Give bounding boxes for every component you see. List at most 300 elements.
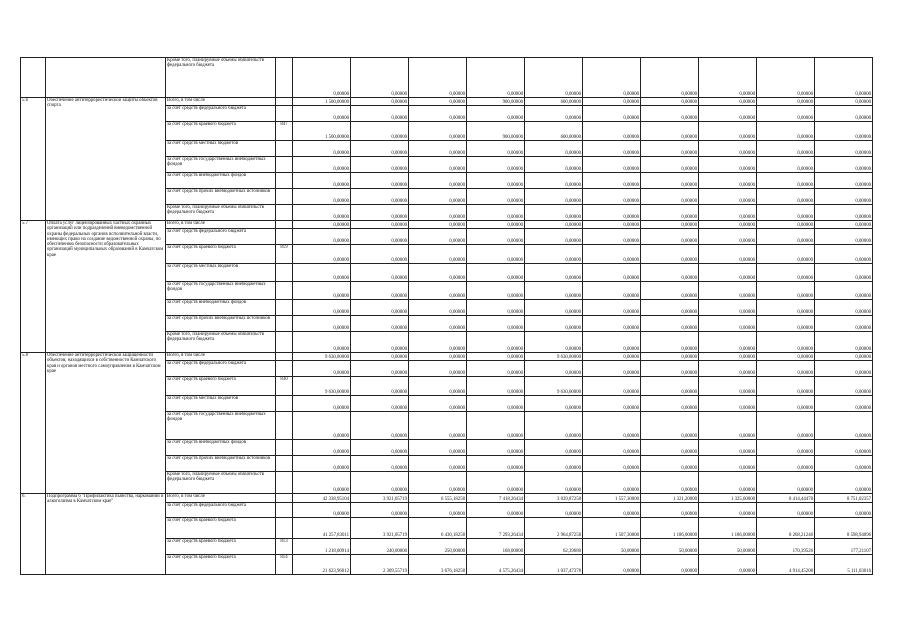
- budget-code: 819: [276, 245, 293, 264]
- amount-cell: 0,00000: [351, 503, 409, 518]
- amount-cell: 0,00000: [583, 300, 641, 316]
- amount-cell: 0,00000: [467, 282, 525, 300]
- amount-cell: 0,00000: [583, 353, 641, 361]
- amount-cell: 1 186,00000: [641, 518, 699, 539]
- budget-code: [276, 173, 293, 189]
- amount-cell: 0,00000: [293, 440, 351, 456]
- amount-cell: 0,00000: [351, 245, 409, 264]
- amount-cell: 0,00000: [815, 106, 873, 122]
- amount-cell: 900,00000: [467, 98, 525, 106]
- budget-code: 830: [276, 377, 293, 396]
- amount-cell: 0,00000: [583, 412, 641, 440]
- amount-cell: 0,00000: [467, 106, 525, 122]
- amount-cell: 0,00000: [699, 98, 757, 106]
- amount-cell: 0,00000: [409, 377, 467, 396]
- amount-cell: 0,00000: [467, 300, 525, 316]
- amount-cell: 0,00000: [699, 173, 757, 189]
- amount-cell: 0,00000: [351, 106, 409, 122]
- section-number: 5.7: [21, 221, 46, 353]
- amount-cell: 0,00000: [641, 157, 699, 173]
- budget-table: [20, 57, 873, 575]
- amount-cell: 1 557,30000: [583, 494, 641, 503]
- budget-code: [276, 396, 293, 412]
- amount-cell: 0,00000: [699, 245, 757, 264]
- amount-cell: 0,00000: [641, 106, 699, 122]
- amount-cell: 0,00000: [409, 245, 467, 264]
- amount-cell: 0,00000: [757, 332, 815, 353]
- amount-cell: 0,00000: [409, 412, 467, 440]
- amount-cell: 0,00000: [641, 264, 699, 282]
- amount-cell: 0,00000: [467, 503, 525, 518]
- amount-cell: 0,00000: [583, 316, 641, 332]
- funding-source-label: за счет средств прочих внебюджетных источников: [166, 189, 276, 205]
- amount-cell: 0,00000: [409, 157, 467, 173]
- budget-code: 813: [276, 539, 293, 555]
- amount-cell: 0,00000: [815, 245, 873, 264]
- amount-cell: 0,00000: [815, 189, 873, 205]
- budget-code: [276, 472, 293, 494]
- amount-cell: 0,00000: [351, 157, 409, 173]
- amount-cell: 0,00000: [583, 555, 641, 575]
- amount-cell: 9 630,00000: [525, 377, 583, 396]
- amount-cell: 0,00000: [409, 332, 467, 353]
- amount-cell: 0,00000: [467, 173, 525, 189]
- amount-cell: 0,00000: [757, 361, 815, 377]
- amount-cell: 0,00000: [467, 353, 525, 361]
- amount-cell: 0,00000: [293, 282, 351, 300]
- amount-cell: 0,00000: [409, 98, 467, 106]
- amount-cell: 0,00000: [641, 555, 699, 575]
- amount-cell: 0,00000: [467, 361, 525, 377]
- amount-cell: 0,00000: [467, 264, 525, 282]
- amount-cell: 0,00000: [583, 396, 641, 412]
- amount-cell: 0,00000: [583, 141, 641, 157]
- amount-cell: 0,00000: [641, 141, 699, 157]
- amount-cell: 0,00000: [293, 58, 351, 98]
- amount-cell: 1 186,00000: [699, 518, 757, 539]
- amount-cell: 177,21107: [815, 539, 873, 555]
- funding-source-label: Кроме того, планируемые объемы обязательств федерального бюджета: [166, 205, 276, 221]
- amount-cell: 0,00000: [699, 106, 757, 122]
- amount-cell: 41 257,83011: [293, 518, 351, 539]
- amount-cell: 168,00000: [467, 539, 525, 555]
- amount-cell: 0,00000: [351, 472, 409, 494]
- amount-cell: 0,00000: [525, 157, 583, 173]
- funding-source-label: за счет средств краевого бюджета: [166, 122, 276, 141]
- budget-code: [276, 106, 293, 122]
- amount-cell: 0,00000: [351, 282, 409, 300]
- amount-cell: 0,00000: [641, 440, 699, 456]
- amount-cell: 0,00000: [351, 58, 409, 98]
- amount-cell: 0,00000: [641, 412, 699, 440]
- amount-cell: 0,00000: [815, 316, 873, 332]
- amount-cell: 0,00000: [757, 316, 815, 332]
- amount-cell: 0,00000: [409, 122, 467, 141]
- amount-cell: 5 111,03016: [815, 555, 873, 575]
- amount-cell: 0,00000: [525, 361, 583, 377]
- amount-cell: 0,00000: [409, 221, 467, 229]
- funding-source-label: за счет средств местных бюджетов: [166, 264, 276, 282]
- amount-cell: 0,00000: [409, 282, 467, 300]
- amount-cell: 900,00000: [467, 122, 525, 141]
- budget-code: [276, 141, 293, 157]
- amount-cell: 0,00000: [409, 205, 467, 221]
- amount-cell: 7 293,26434: [467, 518, 525, 539]
- amount-cell: 0,00000: [815, 396, 873, 412]
- funding-source-label: Всего, в том числе: [166, 221, 276, 229]
- amount-cell: 0,00000: [641, 221, 699, 229]
- amount-cell: 50,00000: [699, 539, 757, 555]
- budget-code: [276, 503, 293, 518]
- amount-cell: 0,00000: [351, 205, 409, 221]
- funding-source-label: Всего, в том числе: [166, 353, 276, 361]
- funding-source-label: за счет средств внебюджетных фондов: [166, 300, 276, 316]
- amount-cell: 0,00000: [583, 157, 641, 173]
- amount-cell: 0,00000: [293, 189, 351, 205]
- amount-cell: 0,00000: [641, 353, 699, 361]
- amount-cell: 0,00000: [815, 173, 873, 189]
- section-title: Обеспечение антитеррористической защищенности объектов, находящихся в собственности Камчатского края и органов местного самоуправления в Камчатском крае: [46, 353, 166, 494]
- amount-cell: 0,00000: [757, 173, 815, 189]
- amount-cell: 0,00000: [699, 440, 757, 456]
- budget-code: [276, 518, 293, 539]
- amount-cell: 0,00000: [699, 316, 757, 332]
- amount-cell: 50,00000: [641, 539, 699, 555]
- amount-cell: 0,00000: [293, 472, 351, 494]
- funding-source-label: Кроме того, планируемые объемы обязательств федерального бюджета: [166, 332, 276, 353]
- funding-source-label: Кроме того, планируемые объемы обязательств федерального бюджета: [166, 472, 276, 494]
- amount-cell: 0,00000: [699, 412, 757, 440]
- amount-cell: 0,00000: [467, 205, 525, 221]
- amount-cell: 0,00000: [293, 229, 351, 245]
- amount-cell: 0,00000: [757, 98, 815, 106]
- amount-cell: 170,39526: [757, 539, 815, 555]
- amount-cell: 3 921,05719: [351, 518, 409, 539]
- amount-cell: 0,00000: [467, 141, 525, 157]
- amount-cell: 0,00000: [757, 106, 815, 122]
- amount-cell: 0,00000: [815, 58, 873, 98]
- amount-cell: 0,00000: [583, 173, 641, 189]
- section-title: Обеспечение антитеррористической защиты объектов спорта: [46, 98, 166, 221]
- amount-cell: 0,00000: [757, 229, 815, 245]
- funding-source-label: за счет средств федерального бюджета: [166, 361, 276, 377]
- amount-cell: 0,00000: [583, 332, 641, 353]
- funding-source-label: за счет средств внебюджетных фондов: [166, 440, 276, 456]
- amount-cell: 0,00000: [467, 316, 525, 332]
- amount-cell: 0,00000: [409, 58, 467, 98]
- amount-cell: 0,00000: [641, 456, 699, 472]
- amount-cell: 0,00000: [351, 173, 409, 189]
- funding-source-label: за счет средств федерального бюджета: [166, 106, 276, 122]
- section-number: 5.6: [21, 98, 46, 221]
- amount-cell: 0,00000: [293, 456, 351, 472]
- amount-cell: 0,00000: [409, 316, 467, 332]
- amount-cell: 0,00000: [699, 58, 757, 98]
- amount-cell: 0,00000: [757, 264, 815, 282]
- table-row: [21, 353, 873, 361]
- amount-cell: 0,00000: [351, 122, 409, 141]
- amount-cell: 0,00000: [293, 332, 351, 353]
- amount-cell: 8 751,02357: [815, 494, 873, 503]
- amount-cell: 0,00000: [467, 58, 525, 98]
- amount-cell: 0,00000: [409, 456, 467, 472]
- amount-cell: 0,00000: [699, 300, 757, 316]
- amount-cell: 0,00000: [641, 503, 699, 518]
- amount-cell: 0,00000: [467, 440, 525, 456]
- amount-cell: 0,00000: [815, 472, 873, 494]
- amount-cell: 8 268,21246: [757, 518, 815, 539]
- amount-cell: 0,00000: [525, 503, 583, 518]
- amount-cell: 0,00000: [293, 221, 351, 229]
- amount-cell: 0,00000: [757, 141, 815, 157]
- funding-source-label: за счет средств краевого бюджета: [166, 245, 276, 264]
- amount-cell: 0,00000: [409, 264, 467, 282]
- funding-source-label: за счет средств краевого бюджета: [166, 377, 276, 396]
- amount-cell: 0,00000: [757, 396, 815, 412]
- amount-cell: 0,00000: [699, 264, 757, 282]
- amount-cell: 0,00000: [351, 353, 409, 361]
- amount-cell: 0,00000: [525, 440, 583, 456]
- amount-cell: 6 555,18258: [409, 494, 467, 503]
- amount-cell: 0,00000: [815, 300, 873, 316]
- amount-cell: 8 598,94096: [815, 518, 873, 539]
- amount-cell: 1 500,00000: [293, 98, 351, 106]
- amount-cell: 1 325,60000: [699, 494, 757, 503]
- amount-cell: 0,00000: [293, 412, 351, 440]
- funding-source-label: за счет средств местных бюджетов: [166, 141, 276, 157]
- funding-source-label: за счет средств прочих внебюджетных источников: [166, 316, 276, 332]
- amount-cell: 0,00000: [641, 472, 699, 494]
- funding-source-label: за счет средств государственных внебюджетных фондов: [166, 412, 276, 440]
- amount-cell: 0,00000: [815, 456, 873, 472]
- section-number: [21, 58, 46, 98]
- amount-cell: 0,00000: [641, 332, 699, 353]
- budget-code: [276, 205, 293, 221]
- amount-cell: 0,00000: [525, 205, 583, 221]
- amount-cell: 0,00000: [583, 221, 641, 229]
- amount-cell: 0,00000: [641, 316, 699, 332]
- amount-cell: 240,00000: [351, 539, 409, 555]
- amount-cell: 0,00000: [699, 377, 757, 396]
- amount-cell: 0,00000: [467, 456, 525, 472]
- amount-cell: 0,00000: [351, 221, 409, 229]
- funding-source-label: за счет средств федерального бюджета: [166, 229, 276, 245]
- amount-cell: 0,00000: [699, 353, 757, 361]
- amount-cell: 0,00000: [815, 141, 873, 157]
- budget-code: 847: [276, 122, 293, 141]
- section-number: 6.: [21, 494, 46, 575]
- amount-cell: 0,00000: [699, 503, 757, 518]
- amount-cell: 0,00000: [351, 377, 409, 396]
- amount-cell: 0,00000: [525, 245, 583, 264]
- amount-cell: 0,00000: [409, 396, 467, 412]
- amount-cell: 0,00000: [293, 396, 351, 412]
- funding-source-label: за счет средств местных бюджетов: [166, 396, 276, 412]
- amount-cell: 0,00000: [699, 229, 757, 245]
- amount-cell: 0,00000: [641, 300, 699, 316]
- amount-cell: 0,00000: [583, 377, 641, 396]
- amount-cell: 6 430,18258: [409, 518, 467, 539]
- amount-cell: 0,00000: [467, 229, 525, 245]
- budget-code: [276, 456, 293, 472]
- amount-cell: 7 418,26434: [467, 494, 525, 503]
- amount-cell: 0,00000: [757, 58, 815, 98]
- budget-code: [276, 282, 293, 300]
- budget-code: 814: [276, 555, 293, 575]
- amount-cell: 0,00000: [815, 221, 873, 229]
- amount-cell: 0,00000: [641, 229, 699, 245]
- funding-source-label: Всего, в том числе: [166, 494, 276, 503]
- amount-cell: 0,00000: [699, 396, 757, 412]
- funding-source-label: Всего, в том числе: [166, 98, 276, 106]
- amount-cell: 0,00000: [351, 361, 409, 377]
- amount-cell: 0,00000: [815, 332, 873, 353]
- amount-cell: 0,00000: [525, 332, 583, 353]
- amount-cell: 4 575,26434: [467, 555, 525, 575]
- amount-cell: 0,00000: [467, 189, 525, 205]
- amount-cell: 0,00000: [757, 503, 815, 518]
- amount-cell: 0,00000: [525, 141, 583, 157]
- amount-cell: 0,00000: [293, 141, 351, 157]
- amount-cell: 0,00000: [351, 141, 409, 157]
- amount-cell: 0,00000: [467, 157, 525, 173]
- amount-cell: 0,00000: [815, 377, 873, 396]
- budget-code: [276, 300, 293, 316]
- funding-source-label: за счет средств краевого бюджета: [166, 539, 276, 555]
- amount-cell: 0,00000: [699, 332, 757, 353]
- amount-cell: 3 921,05719: [351, 494, 409, 503]
- amount-cell: 0,00000: [351, 98, 409, 106]
- amount-cell: 0,00000: [467, 472, 525, 494]
- amount-cell: 0,00000: [467, 332, 525, 353]
- amount-cell: 0,00000: [583, 58, 641, 98]
- amount-cell: 0,00000: [757, 221, 815, 229]
- section-title: Оплата услуг лицензированных частных охранных организаций или подразделений вневедомственной охраны федеральных органов исполнительной власти, имеющих право на создание ведомственной охраны, по обеспечению безопасности образовательных организаций муниципальных образований в Камчатском крае: [46, 221, 166, 353]
- amount-cell: 0,00000: [699, 282, 757, 300]
- amount-cell: 0,00000: [583, 106, 641, 122]
- amount-cell: 0,00000: [641, 396, 699, 412]
- amount-cell: 0,00000: [293, 264, 351, 282]
- amount-cell: 0,00000: [757, 245, 815, 264]
- amount-cell: 0,00000: [293, 205, 351, 221]
- amount-cell: 8 414,44478: [757, 494, 815, 503]
- amount-cell: 21 623,96012: [293, 555, 351, 575]
- amount-cell: 0,00000: [351, 189, 409, 205]
- amount-cell: 0,00000: [583, 229, 641, 245]
- funding-source-label: за счет средств внебюджетных фондов: [166, 173, 276, 189]
- amount-cell: 1 507,30000: [583, 518, 641, 539]
- amount-cell: 0,00000: [351, 300, 409, 316]
- amount-cell: 0,00000: [525, 300, 583, 316]
- amount-cell: 0,00000: [641, 361, 699, 377]
- budget-code: [276, 98, 293, 106]
- amount-cell: 0,00000: [815, 282, 873, 300]
- amount-cell: 0,00000: [757, 456, 815, 472]
- budget-code: [276, 229, 293, 245]
- amount-cell: 0,00000: [757, 205, 815, 221]
- amount-cell: 0,00000: [583, 245, 641, 264]
- amount-cell: 0,00000: [699, 361, 757, 377]
- amount-cell: 0,00000: [757, 157, 815, 173]
- amount-cell: 250,00000: [409, 539, 467, 555]
- budget-code: [276, 440, 293, 456]
- amount-cell: 0,00000: [757, 412, 815, 440]
- funding-source-label: за счет средств прочих внебюджетных источников: [166, 456, 276, 472]
- amount-cell: 0,00000: [525, 221, 583, 229]
- amount-cell: 9 630,00000: [293, 353, 351, 361]
- budget-code: [276, 316, 293, 332]
- amount-cell: 0,00000: [583, 98, 641, 106]
- amount-cell: 0,00000: [815, 98, 873, 106]
- amount-cell: 0,00000: [351, 229, 409, 245]
- amount-cell: 0,00000: [583, 361, 641, 377]
- amount-cell: 0,00000: [699, 157, 757, 173]
- budget-code: [276, 412, 293, 440]
- amount-cell: 0,00000: [351, 440, 409, 456]
- amount-cell: 42 338,95104: [293, 494, 351, 503]
- amount-cell: 0,00000: [525, 264, 583, 282]
- section-title: Подпрограмма 6 "Профилактика пьянства, наркомании и алкоголизма в Камчатском крае": [46, 494, 166, 575]
- budget-code: [276, 361, 293, 377]
- amount-cell: 1 321,20000: [641, 494, 699, 503]
- amount-cell: 0,00000: [641, 98, 699, 106]
- amount-cell: 0,00000: [409, 353, 467, 361]
- amount-cell: 0,00000: [525, 189, 583, 205]
- amount-cell: 0,00000: [699, 555, 757, 575]
- amount-cell: 0,00000: [409, 503, 467, 518]
- amount-cell: 0,00000: [351, 316, 409, 332]
- amount-cell: 0,00000: [815, 205, 873, 221]
- amount-cell: 0,00000: [815, 353, 873, 361]
- funding-source-label: Кроме того, планируемые объемы обязательств федерального бюджета: [166, 58, 276, 98]
- amount-cell: 50,00000: [583, 539, 641, 555]
- budget-code: [276, 221, 293, 229]
- amount-cell: 62,39680: [525, 539, 583, 555]
- amount-cell: 600,00000: [525, 122, 583, 141]
- section-number: 5.8: [21, 353, 46, 494]
- amount-cell: 0,00000: [641, 245, 699, 264]
- amount-cell: 0,00000: [815, 412, 873, 440]
- amount-cell: 0,00000: [757, 377, 815, 396]
- amount-cell: 0,00000: [409, 361, 467, 377]
- amount-cell: 0,00000: [409, 141, 467, 157]
- amount-cell: 0,00000: [525, 396, 583, 412]
- amount-cell: 0,00000: [641, 205, 699, 221]
- amount-cell: 9 630,00000: [293, 377, 351, 396]
- amount-cell: 0,00000: [583, 122, 641, 141]
- amount-cell: 0,00000: [583, 205, 641, 221]
- amount-cell: 0,00000: [525, 282, 583, 300]
- amount-cell: 0,00000: [293, 503, 351, 518]
- amount-cell: 0,00000: [699, 472, 757, 494]
- amount-cell: 0,00000: [815, 157, 873, 173]
- amount-cell: 2 964,87258: [525, 518, 583, 539]
- amount-cell: 4 914,45208: [757, 555, 815, 575]
- amount-cell: 0,00000: [583, 189, 641, 205]
- amount-cell: 0,00000: [757, 282, 815, 300]
- amount-cell: 0,00000: [641, 282, 699, 300]
- amount-cell: 0,00000: [293, 173, 351, 189]
- budget-code: [276, 332, 293, 353]
- amount-cell: 0,00000: [815, 122, 873, 141]
- amount-cell: 0,00000: [815, 264, 873, 282]
- amount-cell: 0,00000: [815, 361, 873, 377]
- amount-cell: 3 039,87258: [525, 494, 583, 503]
- amount-cell: 0,00000: [699, 122, 757, 141]
- amount-cell: 2 309,55719: [351, 555, 409, 575]
- budget-code: [276, 58, 293, 98]
- amount-cell: 0,00000: [409, 189, 467, 205]
